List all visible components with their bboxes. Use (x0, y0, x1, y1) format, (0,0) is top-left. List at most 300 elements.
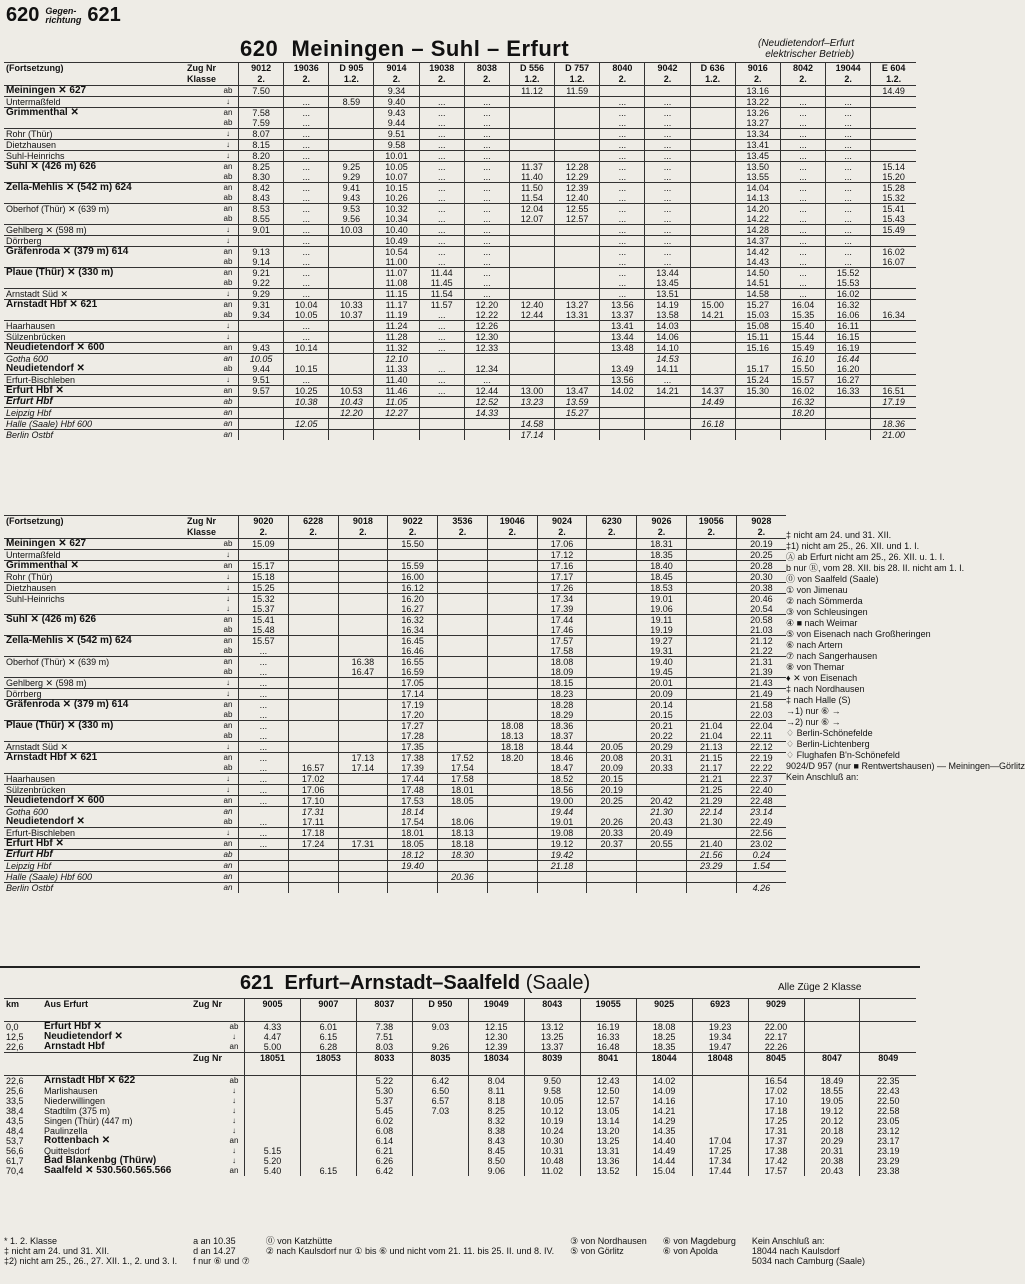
time-cell (871, 343, 916, 354)
time-cell: 20.43 (637, 817, 687, 828)
time-cell: 6.08 (356, 1126, 412, 1136)
time-cell (690, 354, 735, 365)
time-cell (555, 257, 600, 268)
time-cell (329, 332, 374, 343)
arrival-departure-marker: ↓ (218, 332, 239, 343)
legend-item: ② nach Sömmerda (786, 596, 863, 606)
timetable-row (4, 1076, 916, 1087)
header-station-cell (4, 63, 218, 86)
timetable-row (4, 278, 916, 289)
time-cell: 1.54 (736, 861, 786, 872)
time-cell (245, 1116, 301, 1126)
time-cell: 6.01 (300, 1022, 356, 1033)
km-header: km (4, 999, 42, 1022)
time-cell (600, 408, 645, 419)
time-cell: 15.37 (239, 604, 289, 615)
time-cell: 13.16 (735, 86, 780, 97)
time-cell: ... (464, 162, 509, 173)
time-cell (338, 742, 388, 753)
time-cell: ... (239, 710, 289, 721)
time-cell (600, 397, 645, 408)
empty-cell (860, 1042, 916, 1053)
station-name: Leipzig Hbf (4, 861, 218, 872)
time-cell (690, 321, 735, 332)
station-name: Haarhausen (4, 321, 218, 332)
time-cell: 9.43 (329, 193, 374, 204)
time-cell (487, 796, 537, 807)
time-cell: ... (826, 108, 871, 119)
time-cell: ... (780, 118, 825, 129)
train-header (239, 63, 284, 86)
time-cell: ... (284, 289, 329, 300)
time-cell: 10.49 (374, 236, 419, 247)
time-cell (438, 657, 488, 668)
time-cell: 18.09 (537, 667, 587, 678)
time-cell: ... (780, 193, 825, 204)
time-cell: 9.01 (239, 225, 284, 236)
time-cell (690, 257, 735, 268)
train-class: 2. (483, 74, 491, 84)
time-cell: ... (645, 118, 690, 129)
time-cell: 20.12 (804, 1116, 860, 1126)
km-value: 0,0 (6, 1022, 19, 1032)
timetable-row (4, 1032, 916, 1042)
train-header (388, 516, 438, 539)
time-cell: ... (239, 774, 289, 785)
time-cell (735, 419, 780, 430)
time-cell: 20.55 (637, 839, 687, 850)
time-cell (826, 397, 871, 408)
time-cell (438, 539, 488, 550)
legend-item: ‡ nicht am 24. und 31. XII. (786, 530, 892, 540)
time-cell: 11.33 (374, 364, 419, 375)
time-cell: 15.49 (871, 225, 916, 236)
time-cell: ... (464, 257, 509, 268)
time-cell: 16.00 (388, 572, 438, 583)
time-cell (645, 86, 690, 97)
time-cell (288, 710, 338, 721)
time-cell: 13.51 (645, 289, 690, 300)
arrival-departure-marker: ↓ (232, 1126, 236, 1135)
time-cell (338, 807, 388, 818)
time-cell: ... (239, 796, 289, 807)
time-cell (692, 1106, 748, 1116)
time-cell (871, 332, 916, 343)
time-cell: 16.51 (871, 386, 916, 397)
time-cell: 6.50 (412, 1086, 468, 1096)
time-cell (338, 785, 388, 796)
time-cell: 22.40 (736, 785, 786, 796)
time-cell (288, 572, 338, 583)
time-cell: 22.17 (748, 1032, 804, 1042)
time-cell (245, 1106, 301, 1116)
table-620-note: (Neudietendorf–Erfurt elektrischer Betrieb) (758, 38, 855, 60)
arrival-departure-marker: an (218, 162, 239, 173)
arrival-departure-marker: ↓ (218, 689, 239, 700)
time-cell: 11.15 (374, 289, 419, 300)
time-cell (487, 828, 537, 839)
time-cell (509, 247, 554, 258)
time-cell (871, 354, 916, 365)
time-cell: 13.59 (555, 397, 600, 408)
arrival-departure-marker: ab (218, 397, 239, 408)
time-cell (288, 657, 338, 668)
train-header (288, 516, 338, 539)
time-cell: 10.05 (524, 1096, 580, 1106)
time-cell (780, 86, 825, 97)
station-name: Erfurt Hbf (4, 850, 218, 861)
time-cell: 18.08 (636, 1022, 692, 1033)
arrival-departure-marker: ab (223, 763, 233, 772)
time-cell (388, 872, 438, 883)
time-cell: 8.43 (239, 193, 284, 204)
arrival-departure-marker: an (218, 721, 239, 732)
time-cell (637, 883, 687, 894)
footnote-item: 18044 nach Kaulsdorf (751, 1246, 840, 1256)
arrival-departure-marker: ↓ (232, 1146, 236, 1155)
time-cell: 5.30 (356, 1086, 412, 1096)
time-cell (438, 721, 488, 732)
station-name: Berlin Ostbf (4, 883, 218, 894)
time-cell: ... (419, 162, 464, 173)
time-cell: 14.35 (636, 1126, 692, 1136)
empty-cell (804, 1032, 860, 1042)
time-cell: 11.00 (374, 257, 419, 268)
train-number: 9024 (551, 516, 572, 526)
gotha-connection-row (4, 354, 916, 365)
station-name: Gotha 600 (4, 354, 218, 365)
timetable-row (4, 763, 786, 774)
train-number: 9029 (748, 999, 804, 1022)
time-cell: 16.32 (826, 300, 871, 311)
time-cell (487, 785, 537, 796)
station-name: Suhl-Heinrichs (4, 594, 218, 605)
empty-header-cell (804, 999, 860, 1022)
time-cell: 5.00 (245, 1042, 301, 1053)
time-cell (338, 700, 388, 711)
time-cell: ... (284, 321, 329, 332)
time-cell: 9.03 (412, 1022, 468, 1033)
time-cell: 12.20 (464, 300, 509, 311)
header-dir-cell (218, 63, 239, 86)
legend-item: ③ von Schleusingen (786, 607, 868, 617)
train-number: 8035 (412, 1053, 468, 1076)
time-cell: 17.10 (288, 796, 338, 807)
time-cell: 14.28 (735, 225, 780, 236)
legend-item: ♦ ✕ von Eisenach (786, 673, 858, 683)
time-cell (587, 604, 637, 615)
time-cell (690, 268, 735, 279)
time-cell: 15.11 (735, 332, 780, 343)
time-cell (412, 1136, 468, 1146)
time-cell: 15.30 (735, 386, 780, 397)
time-cell: 12.28 (555, 162, 600, 173)
time-cell: ... (239, 657, 289, 668)
time-cell: 21.13 (686, 742, 736, 753)
time-cell: 15.00 (690, 300, 735, 311)
time-cell (871, 364, 916, 375)
time-cell: ... (645, 140, 690, 151)
time-cell: 14.58 (509, 419, 554, 430)
timetable-row (4, 850, 786, 861)
time-cell: 15.40 (780, 321, 825, 332)
time-cell (329, 257, 374, 268)
time-cell: 7.58 (239, 108, 284, 119)
time-cell: 6.02 (356, 1116, 412, 1126)
timetable-row (4, 268, 916, 279)
time-cell (686, 872, 736, 883)
time-cell: ... (239, 646, 289, 657)
time-cell: ... (239, 689, 289, 700)
legend-item: ♢ Berlin-Schönefelde (786, 728, 873, 738)
time-cell: 20.38 (804, 1156, 860, 1166)
time-cell (587, 872, 637, 883)
legend-620 (786, 530, 1025, 783)
time-cell: ... (419, 151, 464, 162)
arrival-departure-marker: ↓ (218, 828, 239, 839)
time-cell: 17.46 (537, 625, 587, 636)
time-cell (690, 151, 735, 162)
klasse-label: Klasse (186, 74, 216, 84)
time-cell: ... (464, 247, 509, 258)
time-cell (239, 550, 289, 561)
footnote-item: ‡2) nicht am 25., 26., 27. XII. 1., 2. und 3. I. (4, 1256, 178, 1266)
time-cell (245, 1086, 301, 1096)
time-cell: 14.04 (735, 183, 780, 194)
time-cell: 4.33 (245, 1022, 301, 1033)
time-cell: 20.43 (804, 1166, 860, 1176)
station-name: Erfurt Hbf ✕ (4, 386, 218, 397)
train-class: 2. (359, 527, 367, 537)
time-cell: 11.32 (374, 343, 419, 354)
time-cell: 18.18 (438, 839, 488, 850)
time-cell: 13.49 (600, 364, 645, 375)
time-cell (509, 321, 554, 332)
time-cell (239, 807, 289, 818)
time-cell (329, 321, 374, 332)
timetable-row (4, 753, 786, 764)
time-cell: ... (645, 214, 690, 225)
zug-nr-label: Zug Nr (187, 63, 216, 73)
time-cell: 16.54 (748, 1076, 804, 1087)
time-cell: 22.19 (736, 753, 786, 764)
time-cell: ... (239, 839, 289, 850)
time-cell: 15.18 (239, 572, 289, 583)
time-cell: 14.49 (690, 397, 735, 408)
time-cell (239, 408, 284, 419)
time-cell (587, 667, 637, 678)
timetable-row (4, 828, 786, 839)
train-header (537, 516, 587, 539)
time-cell (487, 883, 537, 894)
time-cell: ... (419, 214, 464, 225)
time-cell: 10.43 (329, 397, 374, 408)
time-cell: 5.45 (356, 1106, 412, 1116)
time-cell (284, 408, 329, 419)
time-cell (300, 1136, 356, 1146)
arrival-departure-marker: ↓ (218, 140, 239, 151)
time-cell: ... (780, 97, 825, 108)
header-dir-cell (224, 999, 245, 1022)
train-header (419, 63, 464, 86)
arrival-departure-marker: ↓ (232, 1032, 236, 1041)
time-cell (555, 151, 600, 162)
arrival-departure-marker: ↓ (232, 1156, 236, 1165)
time-cell (555, 225, 600, 236)
arrival-departure-marker: ab (223, 214, 233, 223)
time-cell: 18.12 (388, 850, 438, 861)
time-cell: ... (464, 193, 509, 204)
time-cell: 17.34 (537, 594, 587, 605)
footnote-item: d an 14.27 (193, 1246, 236, 1256)
time-cell: 13.37 (600, 310, 645, 321)
time-cell (329, 247, 374, 258)
time-cell: ... (239, 742, 289, 753)
time-cell: 17.44 (388, 774, 438, 785)
time-cell: 17.53 (388, 796, 438, 807)
train-header (600, 63, 645, 86)
station-name: Neudietendorf ✕ (6, 816, 85, 827)
time-cell: 18.55 (804, 1086, 860, 1096)
time-cell: 20.25 (587, 796, 637, 807)
time-cell: 21.40 (686, 839, 736, 850)
timetable-row (4, 636, 786, 647)
time-cell (288, 667, 338, 678)
train-number: D 636 (700, 63, 725, 73)
arrival-departure-marker: ab (223, 539, 233, 548)
station-name: Haarhausen (4, 774, 218, 785)
time-cell (288, 850, 338, 861)
arrival-departure-marker: an (218, 657, 239, 668)
station-name: Meiningen ✕ 627 (6, 538, 87, 549)
time-cell (438, 572, 488, 583)
time-cell: 9.31 (239, 300, 284, 311)
arrival-departure-marker: ab (218, 850, 239, 861)
time-cell (438, 667, 488, 678)
train-header (374, 63, 419, 86)
time-cell: 19.12 (804, 1106, 860, 1116)
train-header (329, 63, 374, 86)
legend-item: ⑦ nach Sangerhausen (786, 651, 878, 661)
time-cell: 11.17 (374, 300, 419, 311)
time-cell: 14.20 (735, 204, 780, 215)
time-cell: 13.34 (735, 129, 780, 140)
time-cell: 17.54 (438, 763, 488, 774)
time-cell (871, 278, 916, 289)
train-class: 2. (757, 527, 766, 537)
time-cell: 13.41 (735, 140, 780, 151)
time-cell: 8.43 (468, 1136, 524, 1146)
time-cell: 17.25 (692, 1146, 748, 1156)
time-cell (509, 364, 554, 375)
train-class: 1.2. (343, 74, 359, 84)
time-cell (871, 140, 916, 151)
arrival-departure-marker: an (229, 1166, 239, 1175)
time-cell: ... (239, 700, 289, 711)
time-cell: 17.06 (537, 539, 587, 550)
zug-nr-label: Zug Nr (193, 1053, 222, 1063)
time-cell: 20.42 (637, 796, 687, 807)
time-cell: 17.34 (692, 1156, 748, 1166)
time-cell (288, 646, 338, 657)
footnote-column (266, 1236, 554, 1266)
time-cell: 6.28 (300, 1042, 356, 1053)
time-cell: 14.02 (600, 386, 645, 397)
arrival-departure-marker: ab (223, 193, 233, 202)
station-name: Stadtilm (375 m) (44, 1106, 111, 1116)
time-cell: 10.54 (374, 247, 419, 258)
time-cell: 17.38 (388, 753, 438, 764)
time-cell: ... (284, 172, 329, 183)
time-cell: 20.29 (804, 1136, 860, 1146)
time-cell (288, 753, 338, 764)
time-cell (329, 118, 374, 129)
legend-item: →1) nur ⑥ → (786, 706, 841, 716)
timetable-row (4, 1166, 916, 1176)
time-cell (537, 883, 587, 894)
time-cell (487, 625, 537, 636)
time-cell: 11.59 (555, 86, 600, 97)
train-header (686, 516, 736, 539)
time-cell: 6.26 (356, 1156, 412, 1166)
header-left-number: 620 (6, 4, 40, 26)
arrival-departure-marker: ab (223, 646, 233, 655)
time-cell (587, 721, 637, 732)
time-cell: 21.21 (686, 774, 736, 785)
arrival-departure-marker: ↓ (218, 321, 239, 332)
time-cell: ... (645, 129, 690, 140)
time-cell: ... (780, 140, 825, 151)
timetable-row (4, 172, 916, 183)
time-cell: 16.47 (338, 667, 388, 678)
time-cell (555, 419, 600, 430)
time-cell: 14.40 (636, 1136, 692, 1146)
time-cell: ... (464, 278, 509, 289)
time-cell: 15.20 (871, 172, 916, 183)
time-cell: 9.22 (239, 278, 284, 289)
time-cell: 22.48 (736, 796, 786, 807)
arrival-departure-marker: ab (223, 625, 233, 634)
time-cell: 10.40 (374, 225, 419, 236)
time-cell: 18.36 (537, 721, 587, 732)
time-cell (239, 332, 284, 343)
time-cell (690, 183, 735, 194)
arrival-departure-marker: an (218, 408, 239, 419)
time-cell: ... (284, 97, 329, 108)
time-cell: 14.37 (690, 386, 735, 397)
time-cell (736, 872, 786, 883)
arrival-departure-marker: ↓ (218, 375, 239, 386)
time-cell: 18.15 (537, 678, 587, 689)
timetable-621 (4, 998, 916, 1176)
time-cell: 16.32 (780, 397, 825, 408)
arrival-departure-marker: an (229, 1042, 239, 1051)
time-cell (487, 774, 537, 785)
time-cell: 17.04 (692, 1136, 748, 1146)
station-name: Bad Blankenbg (Thürw) (44, 1155, 157, 1166)
time-cell: 14.03 (645, 321, 690, 332)
time-cell: ... (600, 118, 645, 129)
arrival-departure-marker: ↓ (218, 785, 239, 796)
time-cell: 17.13 (338, 753, 388, 764)
time-cell (690, 86, 735, 97)
time-cell: ... (239, 763, 289, 774)
footnote-item: f nur ⑥ und ⑦ (193, 1256, 250, 1266)
time-cell: 9.43 (239, 343, 284, 354)
time-cell: ... (464, 225, 509, 236)
time-cell (690, 343, 735, 354)
time-cell: 20.01 (637, 678, 687, 689)
